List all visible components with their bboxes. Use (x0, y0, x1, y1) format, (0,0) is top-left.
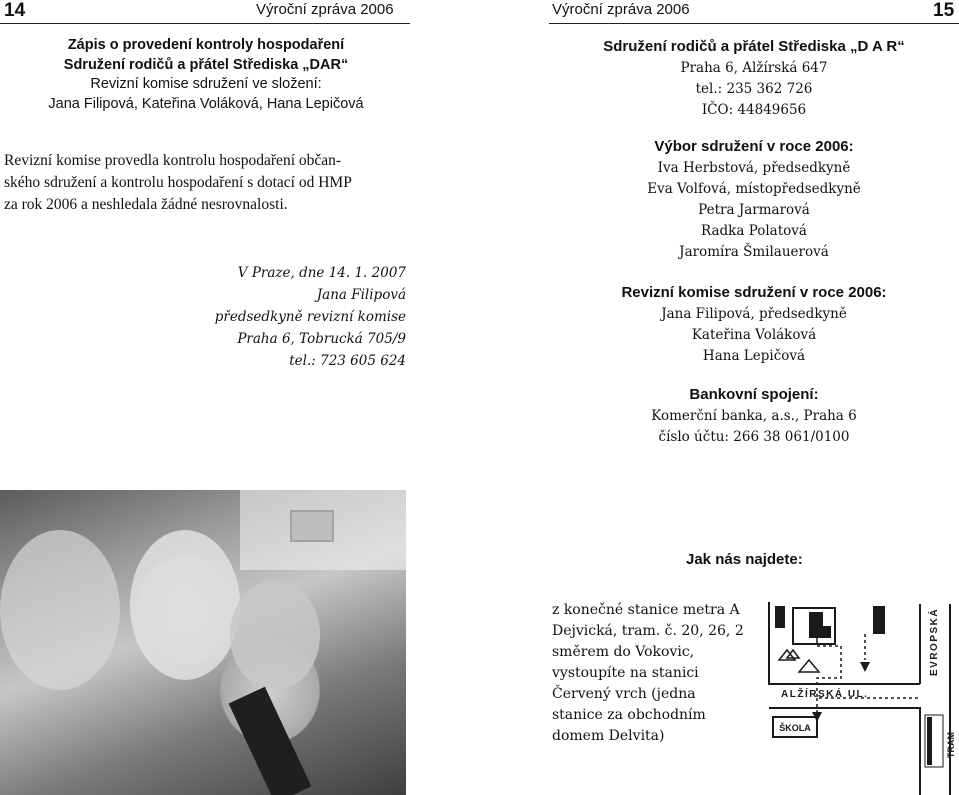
location-map (765, 600, 959, 795)
audit-committee-heading: Revizní komise sdružení v roce 2006: (621, 284, 887, 301)
directions-line: stanice za obchodním (552, 707, 706, 723)
map-route-arrow-icon (860, 662, 870, 672)
map-street-label-evropska: EVROPSKÁ (929, 607, 940, 676)
photo-background-person (240, 490, 406, 570)
directions-line: vystoupíte na stanici (552, 665, 699, 681)
map-tram-label: TRAM (946, 732, 956, 758)
bank-name: Komerční banka, a.s., Praha 6 (651, 408, 857, 424)
bank-block (549, 384, 959, 448)
audit-heading-members: Jana Filipová, Kateřina Voláková, Hana Lepičová (48, 95, 364, 112)
org-phone: tel.: 235 362 726 (695, 81, 813, 97)
photo-face-left (130, 530, 240, 680)
directions-line: domem Delvita) (552, 728, 665, 744)
audit-text-line: ského sdružení a kontrolu hospodaření s dotací od HMP (4, 174, 352, 191)
map-building-solid (815, 626, 831, 638)
directions-line: směrem do Vokovic, (552, 644, 695, 660)
audit-heading-title: Zápis o provedení kontroly hospodaření (67, 37, 345, 53)
committee-block (549, 136, 959, 263)
committee-heading: Výbor sdružení v roce 2006: (654, 138, 854, 155)
photo-strap (229, 687, 312, 795)
photo-face-right (230, 580, 320, 690)
signature-role: předsedkyně revizní komise (214, 309, 406, 325)
audit-committee-member: Kateřina Voláková (691, 327, 817, 343)
signature-block (100, 262, 406, 372)
audit-heading-composition: Revizní komise sdružení ve složení: (90, 76, 322, 92)
committee-member: Radka Polatová (701, 223, 807, 239)
audit-committee-member: Jana Filipová, předsedkyně (661, 306, 847, 322)
map-building-solid (873, 606, 885, 634)
page-number-right: 15 (933, 0, 955, 21)
signature-phone: tel.: 723 605 624 (289, 353, 406, 369)
map-tram-stop-solid (927, 717, 932, 765)
committee-member: Jaromíra Šmilauerová (679, 244, 829, 260)
directions-text (552, 600, 762, 747)
audit-heading (0, 36, 412, 114)
org-block (549, 36, 959, 121)
directions-line: Dejvická, tram. č. 20, 26, 2 (552, 623, 744, 639)
directions-line: Červený vrch (jedna (552, 686, 696, 702)
bank-heading: Bankovní spojení: (689, 386, 819, 403)
map-street-label-alzirska: ALŽÍRSKÁ UL. (781, 689, 869, 700)
audit-committee-block (549, 282, 959, 367)
signature-name: Jana Filipová (316, 287, 406, 303)
audit-text-line: za rok 2006 a neshledala žádné nesrovnalosti. (4, 196, 288, 213)
bank-account: číslo účtu: 266 38 061/0100 (658, 429, 850, 445)
committee-member: Iva Herbstová, předsedkyně (657, 160, 851, 176)
map-building-solid (775, 606, 785, 628)
header-rule-left (0, 23, 410, 24)
signature-address: Praha 6, Tobrucká 705/9 (237, 331, 406, 347)
map-street-edge (769, 708, 920, 795)
photo-foil-decoration (0, 530, 120, 690)
audit-text (4, 150, 410, 216)
map-street-edge (769, 602, 920, 684)
photo-two-girls (0, 490, 406, 795)
audit-text-line: Revizní komise provedla kontrolu hospodaření občan- (4, 152, 342, 169)
audit-heading-org: Sdružení rodičů a přátel Střediska „DAR“ (63, 56, 349, 73)
map-tree-icon (779, 650, 799, 660)
header-rule-right (549, 23, 959, 24)
org-ico: IČO: 44849656 (701, 102, 807, 118)
org-name: Sdružení rodičů a přátel Střediska „D A R“ (603, 38, 905, 55)
header-title-right: Výroční zpráva 2006 (552, 1, 690, 18)
header-title-left: Výroční zpráva 2006 (256, 1, 394, 18)
directions-line: z konečné stanice metra A (552, 602, 740, 618)
find-us-heading: Jak nás najdete: (686, 551, 803, 568)
page-number-left: 14 (4, 0, 26, 21)
audit-committee-member: Hana Lepičová (702, 348, 806, 364)
signature-date: V Praze, dne 14. 1. 2007 (237, 265, 406, 281)
map-tree-icon (799, 660, 819, 672)
map-school-label: ŠKOLA (779, 723, 811, 733)
committee-member: Eva Volfová, místopředsedkyně (647, 181, 861, 197)
committee-member: Petra Jarmarová (698, 202, 810, 218)
org-address: Praha 6, Alžírská 647 (680, 60, 828, 76)
